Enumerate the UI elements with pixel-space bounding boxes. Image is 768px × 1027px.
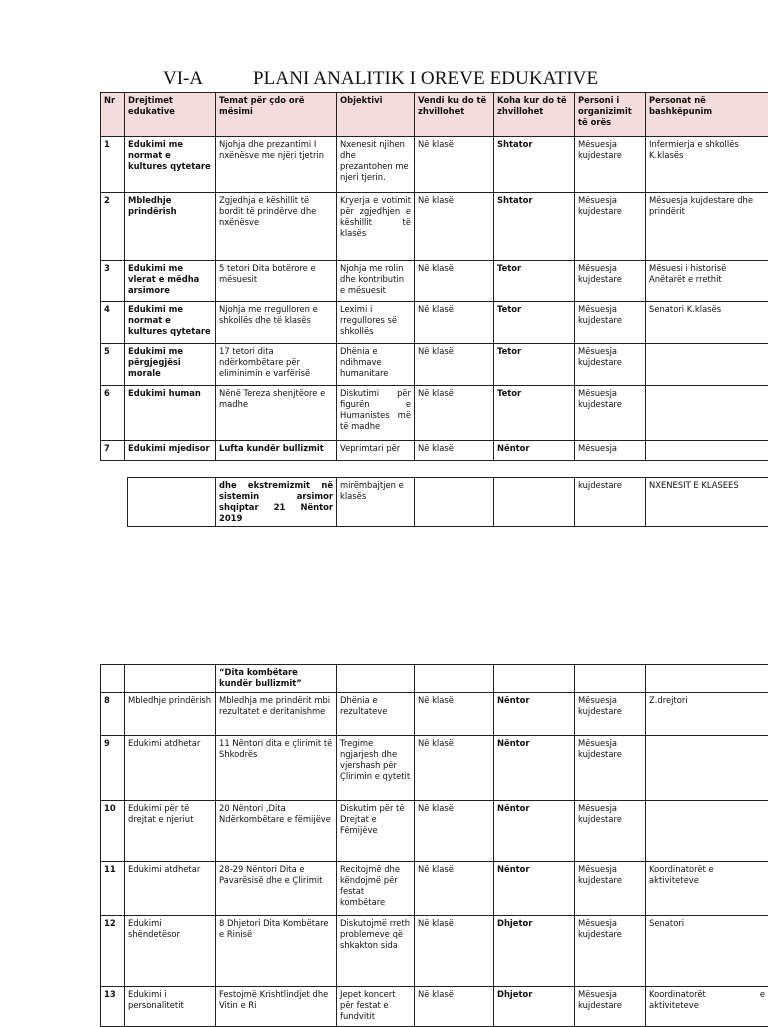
cell-vendi: Në klasë (415, 344, 494, 386)
cell-vendi: Në klasë (415, 736, 494, 801)
cell-personi: Mësuesja kujdestare (575, 386, 646, 441)
column-header: Personat në bashkëpunim (646, 93, 768, 137)
cell-personi: Mësuesja kujdestare (575, 344, 646, 386)
cell-drejtimi: Edukimi me vlerat e mëdha arsimore (125, 261, 216, 302)
table-row (101, 302, 768, 344)
cell-koha: Nëntor (494, 862, 575, 916)
cell-objektivi: Diskutim për të Drejtat e Fëmijëve (337, 801, 415, 862)
cell-drejtimi: Mbledhje prindërish (125, 193, 216, 261)
class-label: VI-A (163, 68, 203, 90)
cell-tema: 17 tetori dita ndërkombëtare për eliminimin e varfërisë (216, 344, 337, 386)
column-header: Nr (101, 93, 125, 137)
cell-koha: Tetor (494, 386, 575, 441)
column-header: Vendi ku do të zhvillohet (415, 93, 494, 137)
cell-drejtimi (125, 665, 216, 693)
cell-vendi: Në klasë (415, 987, 494, 1027)
row-number: 5 (101, 344, 125, 386)
column-header: Drejtimet edukative (125, 93, 216, 137)
cell-drejtimi: Edukimi i personalitetit (125, 987, 216, 1027)
cell-koha (494, 665, 575, 693)
cell-tema: “Dita kombëtare kundër bullizmit” (216, 665, 337, 693)
cell-objektivi: Njohja me rolin dhe kontributin e mësuesit (337, 261, 415, 302)
cell-objektivi: Dhënia e ndihmave humanitare (337, 344, 415, 386)
cell-vendi: Në klasë (415, 261, 494, 302)
cell-tema: 8 Dhjetori Dita Kombëtare e Rinisë (216, 916, 337, 987)
cell-drejtimi: Mbledhje prindërish (125, 693, 216, 736)
cell-tema: 5 tetori Dita botërore e mësuesit (216, 261, 337, 302)
cell-koha (494, 478, 575, 527)
cell-bashkepunim: Mësuesi i historisë Anëtarët e rrethit (646, 261, 768, 302)
cell-koha: Tetor (494, 302, 575, 344)
table-row (101, 261, 768, 302)
table-header-row (101, 93, 768, 137)
cell-objektivi: Diskutimi për figurën e Humanistes më të madhe (337, 386, 415, 441)
cell-personi: Mësuesja kujdestare (575, 137, 646, 193)
cell-tema: Festojmë Krishtlindjet dhe Vitin e Ri (216, 987, 337, 1027)
cell-drejtimi: Edukimi atdhetar (125, 736, 216, 801)
cell-objektivi: Kryerja e votimit për zgjedhjen e këshillit të klasës (337, 193, 415, 261)
table-row (101, 987, 768, 1027)
column-header: Temat për çdo orë mësimi (216, 93, 337, 137)
column-header: Koha kur do të zhvillohet (494, 93, 575, 137)
cell-tema: dhe ekstremizmit në sistemin arsimor shqiptar 21 Nëntor 2019 (216, 478, 337, 527)
plan-table-continuation (127, 477, 768, 527)
cell-bashkepunim (646, 665, 768, 693)
table-row (101, 736, 768, 801)
cell-koha: Dhjetor (494, 987, 575, 1027)
row-number: 4 (101, 302, 125, 344)
row-number: 8 (101, 693, 125, 736)
cell-personi: Mësuesja kujdestare (575, 193, 646, 261)
row-number: 12 (101, 916, 125, 987)
cell-drejtimi: Edukimi me përgjegjësi morale (125, 344, 216, 386)
cell-bashkepunim: NXENESIT E KLASEES (646, 478, 768, 527)
plan-table-part1 (100, 92, 768, 461)
cell-bashkepunim (646, 386, 768, 441)
cell-vendi: Në klasë (415, 693, 494, 736)
cell-objektivi (337, 665, 415, 693)
cell-objektivi: Tregime ngjarjesh dhe vjershash për Çlirimin e qytetit (337, 736, 415, 801)
cell-koha: Shtator (494, 193, 575, 261)
cell-objektivi: Diskutojmë rreth problemeve që shkakton sida (337, 916, 415, 987)
cell-tema: Mbledhja me prindërit mbi rezultatet e deritanishme (216, 693, 337, 736)
table-row (101, 916, 768, 987)
cell-personi: Mësuesja (575, 441, 646, 461)
cell-objektivi: Nxenesit njihen dhe prezantohen me njeri tjerin. (337, 137, 415, 193)
cell-personi: Mësuesja kujdestare (575, 261, 646, 302)
cell-vendi: Në klasë (415, 193, 494, 261)
cell-drejtimi: Edukimi atdhetar (125, 862, 216, 916)
cell-bashkepunim (646, 441, 768, 461)
cell-personi: kujdestare (575, 478, 646, 527)
cell-personi: Mësuesja kujdestare (575, 801, 646, 862)
cell-tema: Njohja me rregulloren e shkollës dhe të klasës (216, 302, 337, 344)
cell-objektivi: mirëmbajtjen e klasës (337, 478, 415, 527)
cell-objektivi: Veprimtari për (337, 441, 415, 461)
row-number: 7 (101, 441, 125, 461)
row-number: 3 (101, 261, 125, 302)
cell-objektivi: Leximi i rregullores së shkollës (337, 302, 415, 344)
cell-objektivi: Jepet koncert për festat e fundvitit (337, 987, 415, 1027)
cell-vendi: Në klasë (415, 801, 494, 862)
cell-tema: 28-29 Nëntori Dita e Pavarësisë dhe e Çlirimit (216, 862, 337, 916)
cell-bashkepunim: Senatori (646, 916, 768, 987)
cell-drejtimi: Edukimi për të drejtat e njeriut (125, 801, 216, 862)
cell-personi: Mësuesja kujdestare (575, 693, 646, 736)
table-row (101, 386, 768, 441)
cell-bashkepunim: Infermierja e shkollës K.klasës (646, 137, 768, 193)
plan-title: PLANI ANALITIK I OREVE EDUKATIVE (253, 68, 598, 90)
cell-bashkepunim: Koordinatorët e aktiviteteve (646, 987, 768, 1027)
row-number (101, 665, 125, 693)
row-number: 10 (101, 801, 125, 862)
table-row (101, 693, 768, 736)
column-header: Personi i organizimit të orës (575, 93, 646, 137)
cell-personi (575, 665, 646, 693)
table-row (101, 801, 768, 862)
table-row (101, 344, 768, 386)
table-row (101, 193, 768, 261)
cell-bashkepunim: Z.drejtori (646, 693, 768, 736)
cell-koha: Shtator (494, 137, 575, 193)
cell-vendi (415, 478, 494, 527)
cell-bashkepunim (646, 801, 768, 862)
cell-koha: Tetor (494, 261, 575, 302)
table-row (101, 137, 768, 193)
cell-vendi: Në klasë (415, 916, 494, 987)
cell-objektivi: Dhënia e rezultateve (337, 693, 415, 736)
cell-vendi: Në klasë (415, 441, 494, 461)
cell-bashkepunim: Koordinatorët e aktiviteteve (646, 862, 768, 916)
cell-koha: Nëntor (494, 693, 575, 736)
row-number: 9 (101, 736, 125, 801)
cell-objektivi: Recitojmë dhe këndojmë për festat kombëtare (337, 862, 415, 916)
plan-table-part2 (100, 664, 768, 1027)
cell-koha: Nëntor (494, 441, 575, 461)
cell-vendi: Në klasë (415, 302, 494, 344)
cell-tema: Zgjedhja e këshillit të bordit të prindërve dhe nxënësve (216, 193, 337, 261)
cell-vendi (415, 665, 494, 693)
cell-vendi: Në klasë (415, 862, 494, 916)
cell-tema: Nënë Tereza shenjtëore e madhe (216, 386, 337, 441)
cell-tema: Lufta kundër bullizmit (216, 441, 337, 461)
cell-drejtimi (128, 478, 216, 527)
cell-koha: Dhjetor (494, 916, 575, 987)
row-number: 6 (101, 386, 125, 441)
column-header: Objektivi (337, 93, 415, 137)
cell-tema: 20 Nëntori ,Dita Ndërkombëtare e fëmijëve (216, 801, 337, 862)
cell-drejtimi: Edukimi me normat e kultures qytetare (125, 137, 216, 193)
cell-drejtimi: Edukimi mjedisor (125, 441, 216, 461)
cell-bashkepunim (646, 736, 768, 801)
page-title (0, 68, 768, 94)
cell-personi: Mësuesja kujdestare (575, 302, 646, 344)
cell-bashkepunim: Mësuesja kujdestare dhe prindërit (646, 193, 768, 261)
table-row (128, 478, 768, 527)
cell-bashkepunim: Senatori K.klasës (646, 302, 768, 344)
row-number: 11 (101, 862, 125, 916)
table-row (101, 665, 768, 693)
cell-drejtimi: Edukimi human (125, 386, 216, 441)
row-number: 13 (101, 987, 125, 1027)
table-row (101, 441, 768, 461)
cell-drejtimi: Edukimi me normat e kultures qytetare (125, 302, 216, 344)
cell-bashkepunim (646, 344, 768, 386)
row-number: 1 (101, 137, 125, 193)
cell-koha: Nëntor (494, 736, 575, 801)
table-row (101, 862, 768, 916)
cell-tema: 11 Nëntori dita e çlirimit të Shkodrës (216, 736, 337, 801)
cell-personi: Mësuesja kujdestare (575, 987, 646, 1027)
cell-vendi: Në klasë (415, 137, 494, 193)
cell-personi: Mësuesja kujdestare (575, 916, 646, 987)
cell-tema: Njohja dhe prezantimi I nxënësve me njëri tjetrin (216, 137, 337, 193)
cell-koha: Tetor (494, 344, 575, 386)
cell-personi: Mësuesja kujdestare (575, 862, 646, 916)
row-number: 2 (101, 193, 125, 261)
cell-drejtimi: Edukimi shëndetësor (125, 916, 216, 987)
cell-koha: Nëntor (494, 801, 575, 862)
cell-personi: Mësuesja kujdestare (575, 736, 646, 801)
cell-vendi: Në klasë (415, 386, 494, 441)
